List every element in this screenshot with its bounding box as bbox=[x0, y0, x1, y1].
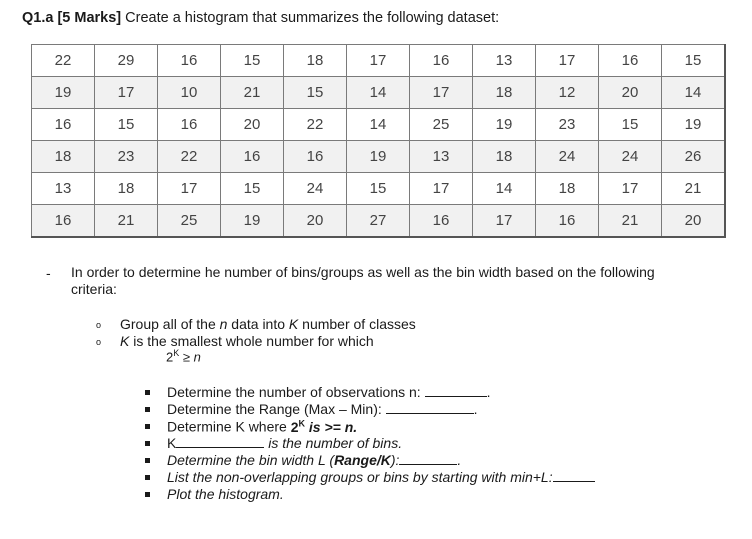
task-bullet-7 bbox=[145, 492, 150, 497]
table-cell: 20 bbox=[284, 205, 347, 238]
task-2-dot: . bbox=[473, 401, 478, 417]
task-1-blank[interactable] bbox=[425, 395, 487, 397]
table-row bbox=[32, 45, 726, 77]
table-cell: 18 bbox=[536, 173, 599, 205]
task-2 bbox=[167, 401, 478, 417]
table-cell: 20 bbox=[662, 205, 726, 238]
table-cell: 17 bbox=[347, 45, 410, 77]
table-cell: 18 bbox=[473, 77, 536, 109]
table-cell: 16 bbox=[410, 205, 473, 238]
intro-text: In order to determine he number of bins/groups as well as the bin width based on the following criteria: bbox=[71, 264, 655, 297]
task-2-text: Determine the Range (Max – Min): bbox=[167, 401, 386, 417]
table-cell: 16 bbox=[284, 141, 347, 173]
table-cell: 17 bbox=[536, 45, 599, 77]
table-cell: 21 bbox=[95, 205, 158, 238]
question-number: Q1.a [5 Marks] bbox=[22, 10, 122, 26]
table-cell: 25 bbox=[158, 205, 221, 238]
task-5-blank[interactable] bbox=[399, 463, 457, 465]
table-cell: 25 bbox=[410, 109, 473, 141]
table-cell: 22 bbox=[284, 109, 347, 141]
table-cell: 15 bbox=[221, 45, 284, 77]
table-cell: 27 bbox=[347, 205, 410, 238]
dataset-table bbox=[31, 44, 726, 238]
criteria-2-post: is the smallest whole number for which bbox=[129, 333, 374, 349]
criteria-item-2 bbox=[120, 333, 374, 349]
task-1-dot: . bbox=[486, 384, 491, 400]
task-bullet-5 bbox=[145, 458, 150, 463]
formula bbox=[166, 348, 201, 364]
table-row bbox=[32, 173, 726, 205]
table-cell: 16 bbox=[158, 45, 221, 77]
table-cell: 29 bbox=[95, 45, 158, 77]
table-row bbox=[32, 77, 726, 109]
table-cell: 14 bbox=[473, 173, 536, 205]
task-3-exp: K bbox=[298, 418, 306, 428]
formula-rel: ≥ bbox=[179, 349, 194, 365]
task-5-dot: . bbox=[457, 452, 462, 468]
criteria-1-mid: data into bbox=[227, 316, 289, 332]
task-4 bbox=[167, 435, 402, 451]
table-cell: 24 bbox=[599, 141, 662, 173]
table-cell: 16 bbox=[32, 205, 95, 238]
table-cell: 13 bbox=[32, 173, 95, 205]
table-cell: 15 bbox=[221, 173, 284, 205]
task-bullet-6 bbox=[145, 475, 150, 480]
table-cell: 18 bbox=[473, 141, 536, 173]
table-cell: 17 bbox=[410, 173, 473, 205]
table-row bbox=[32, 109, 726, 141]
table-cell: 17 bbox=[599, 173, 662, 205]
table-cell: 24 bbox=[536, 141, 599, 173]
table-cell: 22 bbox=[32, 45, 95, 77]
table-cell: 15 bbox=[347, 173, 410, 205]
formula-var: n bbox=[193, 349, 201, 365]
task-4-pre: K bbox=[167, 435, 177, 451]
table-cell: 19 bbox=[32, 77, 95, 109]
table-cell: 21 bbox=[599, 205, 662, 238]
task-5 bbox=[167, 452, 461, 468]
task-3 bbox=[167, 418, 357, 435]
table-row bbox=[32, 141, 726, 173]
task-4-blank[interactable] bbox=[176, 446, 264, 448]
table-cell: 19 bbox=[473, 109, 536, 141]
task-3-pre: Determine K where bbox=[167, 418, 291, 435]
task-bullet-1 bbox=[145, 390, 150, 395]
criteria-2-var-k: K bbox=[120, 333, 130, 349]
table-cell: 22 bbox=[158, 141, 221, 173]
table-cell: 13 bbox=[473, 45, 536, 77]
table-cell: 20 bbox=[221, 109, 284, 141]
task-7: Plot the histogram. bbox=[167, 486, 284, 502]
criteria-bullet-1: o bbox=[96, 320, 102, 330]
table-cell: 15 bbox=[662, 45, 726, 77]
task-bullet-4 bbox=[145, 441, 150, 446]
task-bullet-3 bbox=[145, 424, 150, 429]
task-3-formula bbox=[291, 419, 357, 435]
formula-base: 2 bbox=[166, 349, 174, 365]
table-cell: 15 bbox=[95, 109, 158, 141]
formula-exp: K bbox=[173, 348, 180, 358]
task-1 bbox=[167, 384, 490, 400]
table-cell: 16 bbox=[32, 109, 95, 141]
task-4-post: is the number of bins. bbox=[264, 435, 403, 451]
table-cell: 19 bbox=[662, 109, 726, 141]
table-cell: 10 bbox=[158, 77, 221, 109]
task-6 bbox=[167, 469, 595, 485]
criteria-1-post: number of classes bbox=[298, 316, 416, 332]
table-cell: 16 bbox=[158, 109, 221, 141]
table-cell: 14 bbox=[662, 77, 726, 109]
task-bullet-2 bbox=[145, 407, 150, 412]
table-cell: 16 bbox=[536, 205, 599, 238]
task-5-post: ): bbox=[390, 452, 400, 468]
table-cell: 16 bbox=[221, 141, 284, 173]
criteria-1-var-n: n bbox=[219, 316, 228, 332]
task-2-blank[interactable] bbox=[386, 412, 474, 414]
table-cell: 16 bbox=[410, 45, 473, 77]
task-3-post: is >= n. bbox=[305, 418, 358, 435]
question-title bbox=[22, 10, 499, 26]
table-cell: 15 bbox=[284, 77, 347, 109]
table-cell: 18 bbox=[95, 173, 158, 205]
table-cell: 24 bbox=[284, 173, 347, 205]
table-cell: 17 bbox=[158, 173, 221, 205]
table-cell: 20 bbox=[599, 77, 662, 109]
criteria-1-pre: Group all of the bbox=[120, 316, 220, 332]
table-row bbox=[32, 205, 726, 238]
table-cell: 23 bbox=[95, 141, 158, 173]
question-text: Create a histogram that summarizes the following dataset: bbox=[121, 10, 500, 26]
table-cell: 18 bbox=[284, 45, 347, 77]
table-cell: 14 bbox=[347, 77, 410, 109]
task-6-blank[interactable] bbox=[553, 480, 595, 482]
table-cell: 17 bbox=[95, 77, 158, 109]
table-cell: 13 bbox=[410, 141, 473, 173]
task-3-base: 2 bbox=[290, 418, 299, 435]
table-cell: 21 bbox=[221, 77, 284, 109]
table-cell: 12 bbox=[536, 77, 599, 109]
task-5-bold: Range/K bbox=[334, 452, 391, 468]
intro-bullet: - bbox=[46, 265, 51, 281]
table-cell: 17 bbox=[473, 205, 536, 238]
task-6-text: List the non-overlapping groups or bins by starting with min+L: bbox=[167, 469, 553, 485]
table-cell: 26 bbox=[662, 141, 726, 173]
table-cell: 16 bbox=[599, 45, 662, 77]
table-cell: 17 bbox=[410, 77, 473, 109]
criteria-bullet-2: o bbox=[96, 337, 102, 347]
task-5-pre: Determine the bin width L ( bbox=[167, 452, 335, 468]
task-1-text: Determine the number of observations n: bbox=[167, 384, 425, 400]
table-cell: 21 bbox=[662, 173, 726, 205]
table-cell: 23 bbox=[536, 109, 599, 141]
table-cell: 19 bbox=[221, 205, 284, 238]
criteria-1-var-k: K bbox=[288, 316, 299, 332]
table-cell: 14 bbox=[347, 109, 410, 141]
table-cell: 19 bbox=[347, 141, 410, 173]
table-cell: 15 bbox=[599, 109, 662, 141]
criteria-item-1 bbox=[120, 316, 416, 332]
table-cell: 18 bbox=[32, 141, 95, 173]
